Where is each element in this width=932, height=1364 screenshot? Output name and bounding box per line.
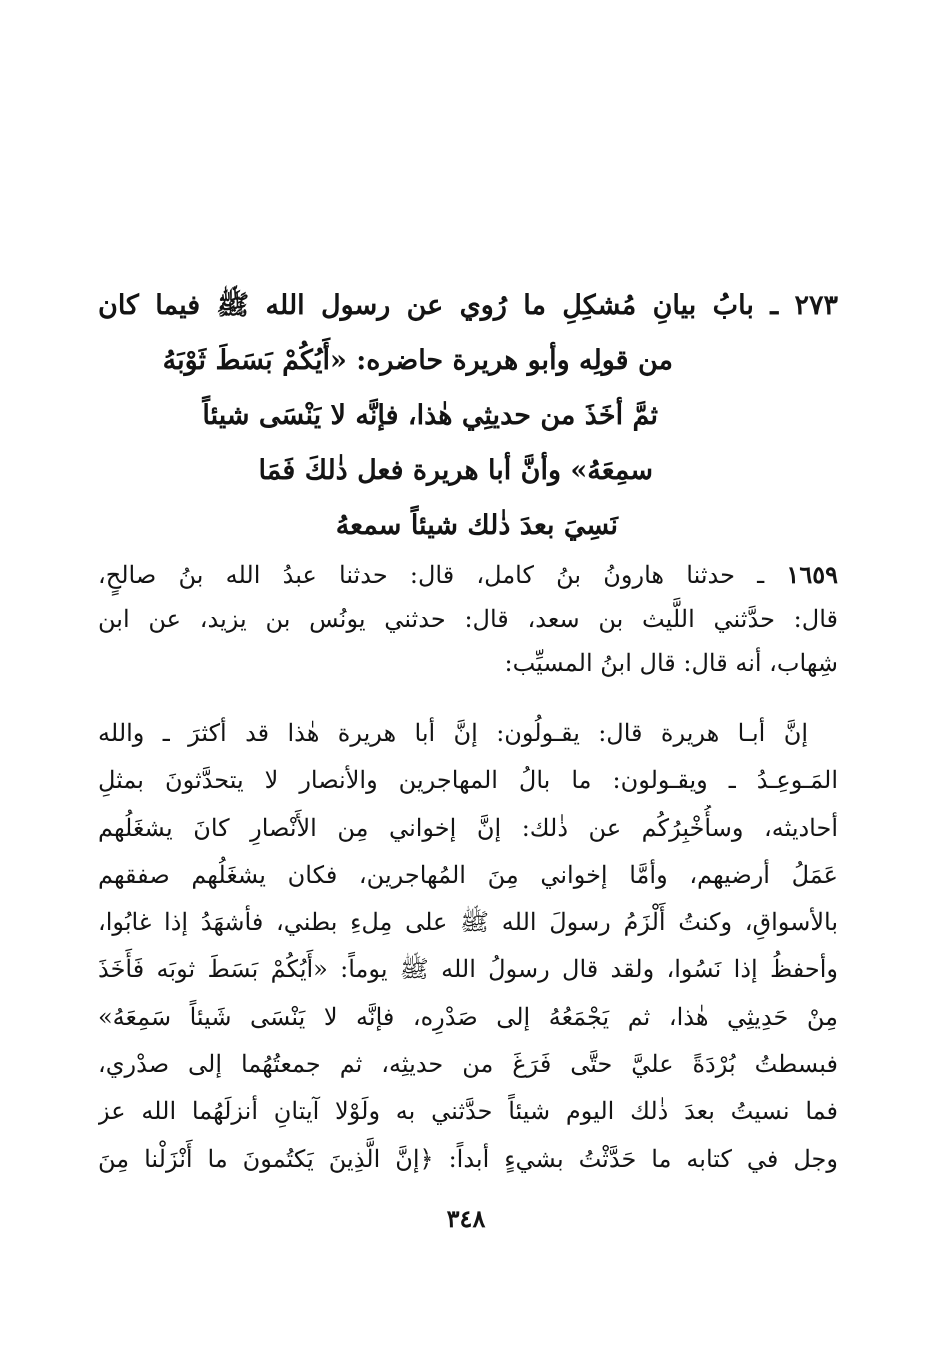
matn-line: فما نسيتُ بعدَ ذٰلك اليوم شيئاً حدَّثني به ولَوْلا آيتانِ أنزلَهُما الله عز (98, 1097, 838, 1126)
chapter-heading-line: من قولِه وأبو هريرة حاضره: «أَيُكُمْ بَسَطَ ثَوْبَهُ (162, 345, 673, 376)
isnad-text: ـ حدثنا هارونُ بنُ كامل، قال: حدثنا عبدُ الله بنُ صالحٍ، (98, 561, 765, 589)
hadith-isnad (98, 553, 838, 685)
isnad-line: شِهاب، أنه قال: قال ابنُ المسيِّب: (504, 649, 838, 677)
page-number: ٣٤٨ (446, 1204, 486, 1233)
isnad-line (98, 553, 838, 597)
matn-line: المَـوعِـدُ ـ ويقـولون: ما بالُ المهاجرين والأنصار لا يتحدَّثونَ بمثلِ (98, 766, 838, 795)
matn-line: وجل في كتابه ما حَدَّثْتُ بشيءٍ أبداً: ﴿إنَّ الَّذِينَ يَكتُمونَ ما أَنْزَلْنا مِنَ (98, 1144, 838, 1173)
hadith-matn (98, 710, 838, 1183)
chapter-heading-line: سمِعَهُ» وأنَّ أبا هريرة فعل ذٰلكَ فَمَا (258, 455, 653, 486)
matn-line: مِنْ حَدِيثِي هٰذا، ثم يَجْمَعُهُ إلى صَدْرِه، فإنَّه لا يَنْسَى شَيئاً سَمِعَهُ» (98, 1002, 838, 1031)
hadith-number: ١٦٥٩ (786, 560, 838, 589)
matn-line: أحاديثه، وسأُخْبِرُكُم عن ذٰلك: إنَّ إخواني مِن الأَنْصارِ كانَ يشغَلُهم (98, 813, 838, 842)
isnad-line: قال: حدَّثني اللَّيث بن سعد، قال: حدثني يونُس بن يزيد، عن ابن (98, 605, 838, 633)
matn-line: إنَّ أبـا هريرة قال: يقـولُون: إنَّ أبا هريرة هٰذا قد أكثرَ ـ والله (98, 719, 808, 747)
matn-line: فبسطتُ بُرْدَةً عليَّ حتَّى فَرَغَ من حديثِه، ثم جمعتُهُما إلى صدْري، (98, 1050, 838, 1079)
chapter-heading-line: ثمَّ أخَذَ من حديثِي هٰذا، فإنَّه لا يَنْسَى شيئاً (202, 400, 658, 431)
matn-line: وأحفظُ إذا نَسُوا، ولقد قال رسولُ الله ﷺ يوماً: «أَيُكُمْ بَسَطَ ثوبَه فَأَخَذَ (98, 955, 838, 984)
chapter-heading (98, 278, 838, 553)
chapter-heading-line: ٢٧٣ ـ بابُ بيانِ مُشكِلِ ما رُوي عن رسول الله ﷺ فيما كان (98, 290, 838, 321)
matn-line: عَمَلُ أرضيهم، وأمَّا إخواني مِنَ المُهاجرين، فكان يشغَلُهم صفقهم (98, 860, 838, 889)
chapter-heading-line: نَسِيَ بعدَ ذٰلك شيئاً سمعهُ (335, 510, 618, 541)
matn-line: بالأسواقِ، وكنتُ أَلْزَمُ رسولَ الله ﷺ على مِلءِ بطني، فأشهَدُ إذا غابُوا، (98, 908, 838, 937)
